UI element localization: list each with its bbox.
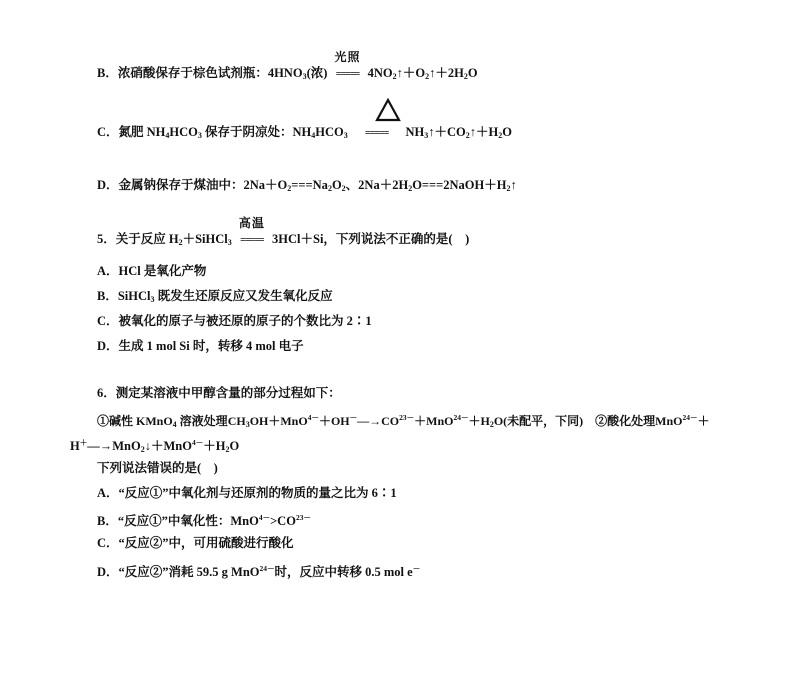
q5-option-d: D．生成 1 mol Si 时，转移 4 mol 电子 [97, 339, 304, 353]
heat-triangle-icon [375, 98, 401, 122]
q6-option-a: A．“反应①”中氧化剂与还原剂的物质的量之比为 6∶1 [97, 486, 397, 500]
q6-stem: 6．测定某溶液中甲醇含量的部分过程如下： [97, 386, 341, 400]
q5-option-b: B．SiHCl$_3$ 既发生还原反应又发生氧化反应 [97, 289, 333, 304]
q5-option-c: C．被氧化的原子与被还原的原子的个数比为 2∶1 [97, 314, 372, 328]
q5-option-a: A．HCl 是氧化产物 [97, 264, 207, 278]
q4-option-b: B．浓硝酸保存于棕色试剂瓶：$4HNO_3$(浓) 光照 ===== $4NO_2↑+O_2↑+2H_2O$ [97, 50, 478, 81]
q6-question: 下列说法错误的是( ) [97, 461, 218, 475]
reaction-condition: 光照 ===== [334, 50, 361, 80]
q6-option-c: C．“反应②”中，可用硫酸进行酸化 [97, 536, 294, 550]
q6-procedure-1: ①碱性 KMnO$_4$ 溶液处理$CH_3OH+MnO^{4-}+OH^-―\to CO^{23-}+MnO^{24-}+H_2O$(未配平，下同) ②酸化处理MnO$^{24-}$＋ [97, 413, 710, 429]
q6-option-b: B．“反应①”中氧化性：$MnO^{4-}>CO^{23-}$ [97, 513, 311, 528]
q6-option-d: D．“反应②”消耗 59.5 g MnO$^{24-}$时，反应中转移 0.5 mol e－ [97, 564, 421, 579]
q4-option-c: C．氮肥 $NH_4HCO_3$ 保存于阴凉处：$NH_4HCO_3$ ===== $NH_3↑+CO_2↑+H_2O$ [97, 125, 512, 140]
reaction-condition: 高温 ===== [238, 216, 265, 246]
equals-sign: ===== [364, 128, 389, 139]
q6-procedure-2: $H^+―\to MnO_2↓+MnO^{4-}+H_2O$ [70, 438, 240, 454]
q4-option-d: D．金属钠保存于煤油中：$2Na+O_2===Na_2O_2$、$2Na+2H_2O===2NaOH+H_2↑$ [97, 178, 517, 193]
q5-stem: 5．关于反应 $H_2+SiHCl_3$ 高温 ===== 3HCl＋Si，下列说法不正确的是( ) [97, 216, 470, 247]
